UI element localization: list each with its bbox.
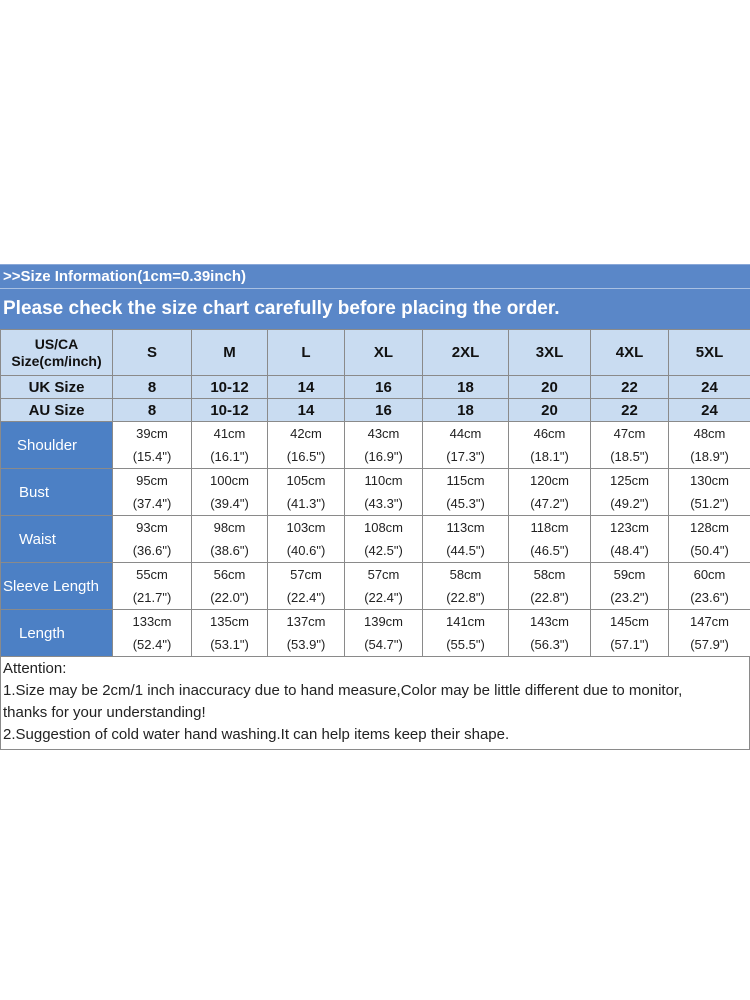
measurement-cell	[591, 610, 669, 657]
cm-value: 143cm	[529, 614, 570, 629]
au-size-cell: 10-12	[192, 399, 268, 422]
cm-value: 57cm	[290, 567, 322, 582]
measurement-cell	[509, 610, 591, 657]
size-chart	[0, 264, 750, 750]
inch-value: (16.1")	[210, 449, 249, 464]
cm-value: 43cm	[367, 426, 400, 441]
uk-size-row	[1, 376, 750, 399]
uk-size-cell: 8	[113, 376, 192, 399]
inch-value: (18.1")	[530, 449, 569, 464]
inch-value: (54.7")	[364, 637, 403, 652]
inch-value: (17.3")	[446, 449, 485, 464]
inch-value: (41.3")	[286, 496, 326, 511]
measurement-cell	[423, 516, 509, 563]
measurement-cell	[669, 563, 750, 610]
uk-size-cell: 24	[669, 376, 750, 399]
inch-value: (22.4")	[286, 590, 326, 605]
cm-value: 58cm	[449, 567, 482, 582]
measurement-cell	[591, 422, 669, 469]
measurement-label: Length	[1, 610, 113, 657]
inch-value: (44.5")	[446, 543, 485, 558]
cm-value: 58cm	[533, 567, 566, 582]
cm-value: 44cm	[449, 426, 482, 441]
measurement-cell	[192, 516, 268, 563]
au-size-cell: 20	[509, 399, 591, 422]
inch-value: (51.2")	[690, 496, 729, 511]
au-size-row	[1, 399, 750, 422]
measurement-label: Sleeve Length	[1, 563, 113, 610]
inch-value: (57.9")	[690, 637, 729, 652]
measurement-cell	[591, 469, 669, 516]
measurement-row	[1, 516, 750, 563]
size-header-cell: XL	[345, 330, 423, 376]
measurement-cell	[113, 516, 192, 563]
corner-line1: US/CA	[34, 335, 79, 352]
measurement-label: Bust	[1, 469, 113, 516]
inch-value: (46.5")	[530, 543, 569, 558]
cm-value: 55cm	[136, 567, 168, 582]
au-size-cell: 8	[113, 399, 192, 422]
inch-value: (55.5")	[446, 637, 485, 652]
measurement-cell	[268, 422, 345, 469]
uk-size-cell: 22	[591, 376, 669, 399]
note-line: thanks for your understanding!	[3, 704, 206, 721]
cm-value: 60cm	[693, 567, 726, 582]
measurement-cell	[113, 469, 192, 516]
measurement-cell	[345, 610, 423, 657]
cm-value: 130cm	[689, 473, 730, 488]
au-size-label: AU Size	[1, 399, 113, 422]
inch-value: (43.3")	[364, 496, 403, 511]
inch-value: (15.4")	[132, 449, 172, 464]
cm-value: 108cm	[363, 520, 404, 535]
inch-value: (53.1")	[210, 637, 249, 652]
measurement-cell	[423, 610, 509, 657]
size-table	[0, 329, 750, 657]
uk-size-cell: 10-12	[192, 376, 268, 399]
size-header-cell: 5XL	[669, 330, 750, 376]
inch-value: (18.5")	[610, 449, 649, 464]
cm-value: 95cm	[136, 473, 168, 488]
size-header-cell: 2XL	[423, 330, 509, 376]
cm-value: 47cm	[613, 426, 646, 441]
measurement-cell	[591, 563, 669, 610]
uk-size-cell: 20	[509, 376, 591, 399]
measurement-cell	[345, 563, 423, 610]
cm-value: 135cm	[209, 614, 250, 629]
measurement-cell	[509, 422, 591, 469]
measurement-label: Shoulder	[1, 422, 113, 469]
measurement-cell	[268, 610, 345, 657]
measurement-cell	[509, 563, 591, 610]
inch-value: (56.3")	[530, 637, 569, 652]
measurement-cell	[113, 563, 192, 610]
inch-value: (16.9")	[364, 449, 403, 464]
size-header-cell: M	[192, 330, 268, 376]
au-size-cell: 14	[268, 399, 345, 422]
cm-value: 115cm	[446, 473, 485, 488]
size-header-cell: L	[268, 330, 345, 376]
au-size-cell: 22	[591, 399, 669, 422]
note-line: 1.Size may be 2cm/1 inch inaccuracy due to hand measure,Color may be little different due to monitor,	[3, 682, 683, 699]
inch-value: (39.4")	[210, 496, 249, 511]
us-size-row	[1, 330, 750, 376]
inch-value: (23.2")	[610, 590, 649, 605]
measurement-cell	[509, 469, 591, 516]
measurement-cell	[669, 610, 750, 657]
measurement-cell	[423, 563, 509, 610]
inch-value: (40.6")	[286, 543, 326, 558]
inch-value: (45.3")	[446, 496, 485, 511]
inch-value: (18.9")	[690, 449, 729, 464]
inch-value: (52.4")	[132, 637, 172, 652]
cm-value: 98cm	[213, 520, 246, 535]
inch-value: (49.2")	[610, 496, 649, 511]
inch-value: (22.0")	[210, 590, 249, 605]
cm-value: 137cm	[286, 614, 326, 629]
cm-value: 110cm	[364, 473, 403, 488]
cm-value: 57cm	[367, 567, 400, 582]
cm-value: 118cm	[530, 520, 569, 535]
measurement-label: Waist	[1, 516, 113, 563]
inch-value: (57.1")	[610, 637, 649, 652]
measurement-cell	[192, 610, 268, 657]
cm-value: 139cm	[363, 614, 404, 629]
cm-value: 56cm	[213, 567, 246, 582]
measurement-cell	[268, 563, 345, 610]
measurement-cell	[268, 469, 345, 516]
measurement-cell	[192, 469, 268, 516]
inch-value: (16.5")	[286, 449, 326, 464]
measurement-cell	[591, 516, 669, 563]
inch-value: (36.6")	[132, 543, 172, 558]
measurement-cell	[113, 422, 192, 469]
cm-value: 39cm	[136, 426, 168, 441]
size-corner-label	[1, 330, 113, 376]
size-header-cell: S	[113, 330, 192, 376]
measurement-cell	[192, 422, 268, 469]
uk-size-cell: 16	[345, 376, 423, 399]
measurement-cell	[345, 422, 423, 469]
au-size-cell: 18	[423, 399, 509, 422]
size-info-title: >>Size Information(1cm=0.39inch)	[0, 264, 750, 288]
measurement-cell	[345, 516, 423, 563]
cm-value: 141cm	[445, 614, 486, 629]
measurement-cell	[423, 422, 509, 469]
measurement-cell	[192, 563, 268, 610]
cm-value: 48cm	[693, 426, 726, 441]
inch-value: (38.6")	[210, 543, 249, 558]
measurement-row	[1, 563, 750, 610]
measurement-cell	[345, 469, 423, 516]
cm-value: 113cm	[446, 520, 485, 535]
cm-value: 145cm	[609, 614, 650, 629]
inch-value: (53.9")	[286, 637, 326, 652]
uk-size-cell: 18	[423, 376, 509, 399]
note-line: Attention:	[3, 660, 67, 677]
inch-value: (22.4")	[364, 590, 403, 605]
cm-value: 93cm	[136, 520, 168, 535]
size-info-subtitle: Please check the size chart carefully before placing the order.	[0, 288, 750, 329]
inch-value: (22.8")	[446, 590, 485, 605]
corner-line2: Size(cm/inch)	[11, 352, 102, 369]
inch-value: (23.6")	[690, 590, 729, 605]
measurement-row	[1, 469, 750, 516]
measurement-cell	[423, 469, 509, 516]
measurement-cell	[669, 469, 750, 516]
cm-value: 128cm	[689, 520, 730, 535]
cm-value: 46cm	[533, 426, 566, 441]
inch-value: (21.7")	[132, 590, 172, 605]
cm-value: 42cm	[290, 426, 322, 441]
au-size-cell: 16	[345, 399, 423, 422]
measurement-cell	[669, 516, 750, 563]
cm-value: 125cm	[609, 473, 650, 488]
inch-value: (47.2")	[530, 496, 569, 511]
cm-value: 100cm	[209, 473, 250, 488]
inch-value: (48.4")	[610, 543, 649, 558]
measurement-cell	[669, 422, 750, 469]
size-header-cell: 4XL	[591, 330, 669, 376]
inch-value: (22.8")	[530, 590, 569, 605]
size-header-cell: 3XL	[509, 330, 591, 376]
inch-value: (42.5")	[364, 543, 403, 558]
uk-size-cell: 14	[268, 376, 345, 399]
au-size-cell: 24	[669, 399, 750, 422]
measurement-row	[1, 422, 750, 469]
cm-value: 123cm	[609, 520, 650, 535]
measurement-row	[1, 610, 750, 657]
cm-value: 147cm	[689, 614, 730, 629]
note-line: 2.Suggestion of cold water hand washing.It can help items keep their shape.	[3, 726, 510, 743]
inch-value: (37.4")	[132, 496, 172, 511]
cm-value: 103cm	[286, 520, 326, 535]
cm-value: 41cm	[213, 426, 246, 441]
cm-value: 59cm	[613, 567, 646, 582]
cm-value: 105cm	[286, 473, 326, 488]
measurement-cell	[268, 516, 345, 563]
measurement-cell	[509, 516, 591, 563]
inch-value: (50.4")	[690, 543, 729, 558]
attention-notes	[0, 657, 750, 750]
cm-value: 120cm	[529, 473, 570, 488]
uk-size-label: UK Size	[1, 376, 113, 399]
measurement-cell	[113, 610, 192, 657]
cm-value: 133cm	[132, 614, 172, 629]
